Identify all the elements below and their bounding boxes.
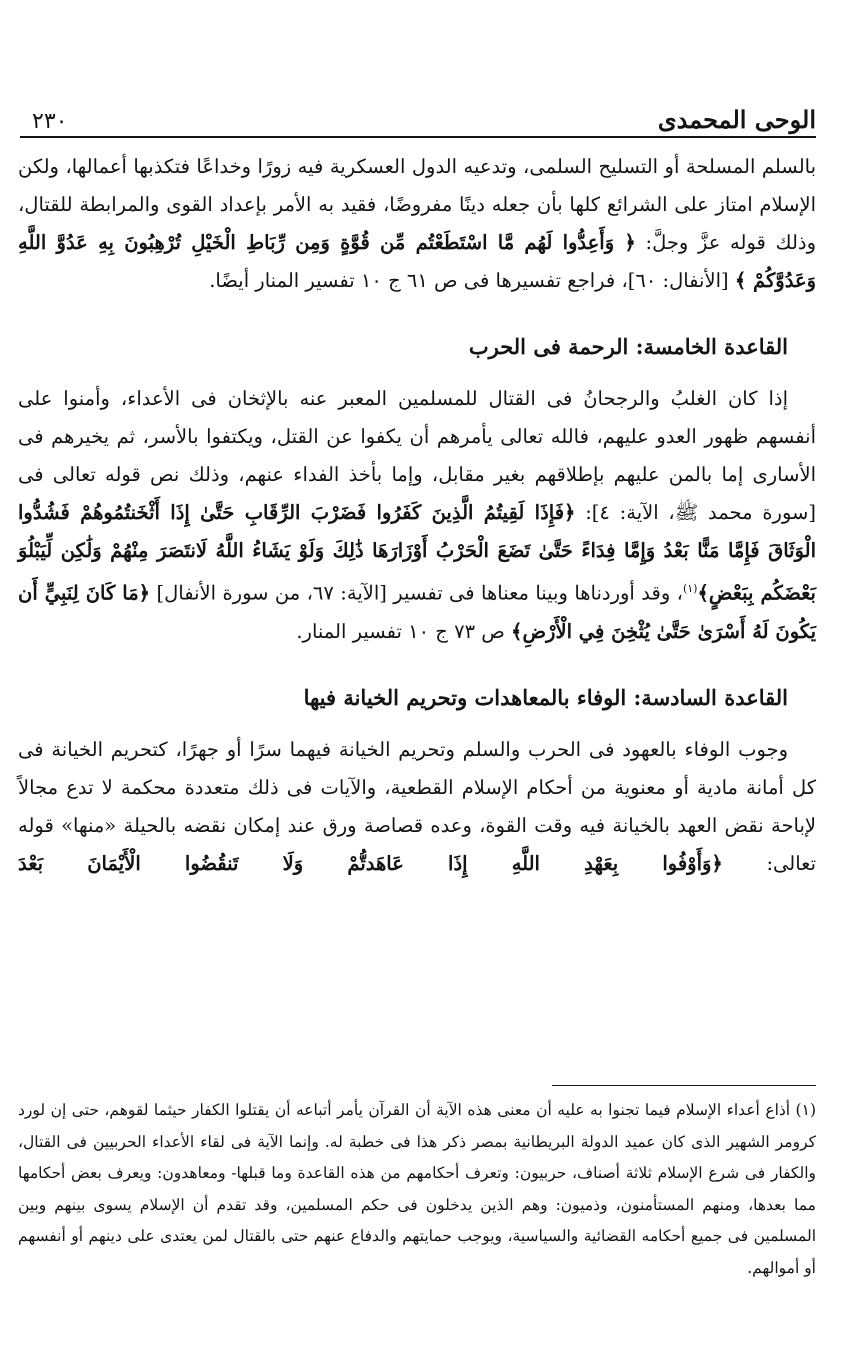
spacer xyxy=(18,366,816,380)
spacer xyxy=(18,717,816,731)
paragraph-treaties xyxy=(18,731,816,883)
footnote-rule xyxy=(552,1085,816,1086)
section-heading-treaties: القاعدة السادسة: الوفاء بالمعاهدات وتحريم الخيانة فيها xyxy=(303,684,788,710)
page-body xyxy=(18,148,816,883)
paragraph-mercy-text-a: إذا كان الغلبُ والرجحانُ فى القتال للمسلمين المعبر عنه بالإثخان فى الأعداء، وأمنوا على أنفسهم ظهور العدو عليهم، فالله تعالى يأمرهم أن يكفوا عن القتل، ويكتفوا بالأسر، ثم يخيرهم فى الأسارى إما بالمن عليهم بإطلاقهم بغير مقابل، وإما بأخذ الفداء عنهم، وذلك نص قوله تعالى فى [سورة محمد ﷺ، الآية: ٤]: xyxy=(18,387,816,524)
paragraph-intro-text-a: بالسلم المسلحة أو التسليح السلمى، وتدعيه الدول العسكرية فيه زورًا وخداعًا فتكذبها أعمالها، ولكن الإسلام امتاز على الشرائع كلها بأن جعله دينًا مفروضًا، فقيد به الأمر بإعداد القوى والمرابطة للقتال، وذلك قوله عزَّ وجلَّ: xyxy=(18,155,816,254)
paragraph-mercy-text-c: ص ٧٣ ج ١٠ تفسير المنار. xyxy=(296,619,512,643)
book-page xyxy=(18,0,816,1367)
paragraph-treaties-text-a: وجوب الوفاء بالعهود فى الحرب والسلم وتحريم الخيانة فيهما سرًا أو جهرًا، كتحريم الخيانة فى كل أمانة مادية أو معنوية من أحكام الإسلام القطعية، والآيات فى ذلك متعددة محكمة لا تدع مجالاً لإباحة نقض العهد بالخيانة فيه وقت القوة، وعده قصاصة ورق عند إمكان نقضه بالحيلة «منها» قوله تعالى: xyxy=(18,737,816,875)
paragraph-intro-text-b: [الأنفال: ٦٠]، فراجع تفسيرها فى ص ٦١ ج ١٠ تفسير المنار أيضًا. xyxy=(209,269,735,292)
quran-verse-anfal-60: ﴿ وَأَعِدُّوا لَهُم مَّا اسْتَطَعْتُم مِّن قُوَّةٍ وَمِن رِّبَاطِ الْخَيْلِ تُرْهِبُونَ بِهِ عَدُوَّ اللَّهِ وَعَدُوَّكُمْ ﴾ xyxy=(18,231,816,292)
paragraph-mercy-text-b: ، وقد أوردناها وبينا معناها فى تفسير [الآية: ٦٧، من سورة الأنفال] xyxy=(150,581,683,605)
footnotes xyxy=(18,1095,816,1284)
quran-verse-muhammad-4: ﴿فَإِذَا لَقِيتُمُ الَّذِينَ كَفَرُوا فَضَرْبَ الرِّقَابِ حَتَّىٰ إِذَا أَثْخَنتُمُوهُمْ فَشُدُّوا الْوَثَاقَ فَإِمَّا مَنًّا بَعْدُ وَإِمَّا فِدَاءً حَتَّىٰ تَضَعَ الْحَرْبُ أَوْزَارَهَا ذَٰلِكَ وَلَوْ يَشَاءُ اللَّهُ لَانتَصَرَ مِنْهُمْ وَلَٰكِن لِّيَبْلُوَ بَعْضَكُم بِبَعْضٍ﴾ xyxy=(18,501,816,605)
footnote-reference[interactable]: (١) xyxy=(682,582,698,595)
footnote-1: (١) أذاع أعداء الإسلام فيما تجنوا به عليه أن معنى هذه الآية أن القرآن يأمر أتباعه أن يقتلوا الكفار حيثما لقوهم، حتى إن لورد كرومر الشهير الذى كان عميد الدولة البريطانية بمصر ذكر هذا فى خطبة له. وإنما الآية فى لقاء الأعداء الحربيين فى القتال، والكفار فى شرع الإسلام ثلاثة أصناف، حربيون: وتعرف أحكامهم من هذه القاعدة وما قبلها- ومعاهدون: ويعرف بعض أحكامها مما بعدها، ومنهم المستأمنون، وذميون: وهم الذين يدخلون فى حكم المسلمين، وقد تقدم أن الإسلام يسوى بينهم وبين المسلمين فى جميع أحكامه القضائية والسياسية، ويوجب حمايتهم والدفاع عنهم حتى بالقتال لمن يعتدى على دينهم أو أنفسهم أو أموالهم. xyxy=(18,1101,816,1277)
spacer xyxy=(18,300,816,328)
paragraph-intro xyxy=(18,148,816,300)
page-header xyxy=(18,98,816,134)
header-rule xyxy=(20,136,816,138)
section-heading-mercy: القاعدة الخامسة: الرحمة فى الحرب xyxy=(468,334,788,359)
spacer xyxy=(18,651,816,679)
quran-verse-anfal-67: ﴿مَا كَانَ لِنَبِيٍّ أَن يَكُونَ لَهُ أَسْرَىٰ حَتَّىٰ يُثْخِنَ فِي الْأَرْضِ﴾ xyxy=(18,581,816,643)
running-title: الوحى المحمدى xyxy=(657,105,816,134)
page-number: ٢٣٠ xyxy=(32,109,68,134)
quran-verse-nahl-91: ﴿وَأَوْفُوا بِعَهْدِ اللَّهِ إِذَا عَاهَدتُّمْ وَلَا تَنقُضُوا الْأَيْمَانَ بَعْدَ xyxy=(18,851,723,875)
paragraph-mercy xyxy=(18,380,816,651)
